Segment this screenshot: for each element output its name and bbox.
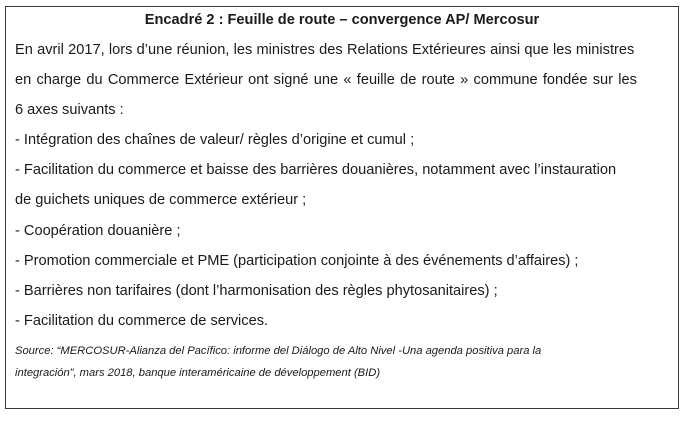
axis-item-2-continued: de guichets uniques de commerce extérieur ; bbox=[15, 192, 307, 208]
box-title: Encadré 2 : Feuille de route – convergence AP/ Mercosur bbox=[144, 12, 540, 28]
axis-item-6: - Facilitation du commerce de services. bbox=[15, 313, 269, 329]
intro-line-1: En avril 2017, lors d’une réunion, les ministres des Relations Extérieures ainsi que les ministres bbox=[15, 42, 635, 58]
axis-item-1: - Intégration des chaînes de valeur/ règles d’origine et cumul ; bbox=[15, 132, 415, 148]
axis-item-2: - Facilitation du commerce et baisse des barrières douanières, notamment avec l’instauration bbox=[15, 162, 617, 178]
source-line-1: Source: “MERCOSUR-Alianza del Pacífico: informe del Diálogo de Alto Nivel -Una agenda positiva para la bbox=[15, 345, 542, 357]
axis-item-3: - Coopération douanière ; bbox=[15, 223, 181, 239]
intro-line-2: en charge du Commerce Extérieur ont signé une « feuille de route » commune fondée sur les bbox=[15, 72, 637, 88]
intro-line-3: 6 axes suivants : bbox=[15, 102, 124, 118]
roadmap-box bbox=[5, 6, 679, 409]
axis-item-4: - Promotion commerciale et PME (participation conjointe à des événements d’affaires) ; bbox=[15, 253, 579, 269]
source-line-2: integración”, mars 2018, banque interaméricaine de développement (BID) bbox=[15, 367, 381, 379]
axis-item-5: - Barrières non tarifaires (dont l’harmonisation des règles phytosanitaires) ; bbox=[15, 283, 498, 299]
